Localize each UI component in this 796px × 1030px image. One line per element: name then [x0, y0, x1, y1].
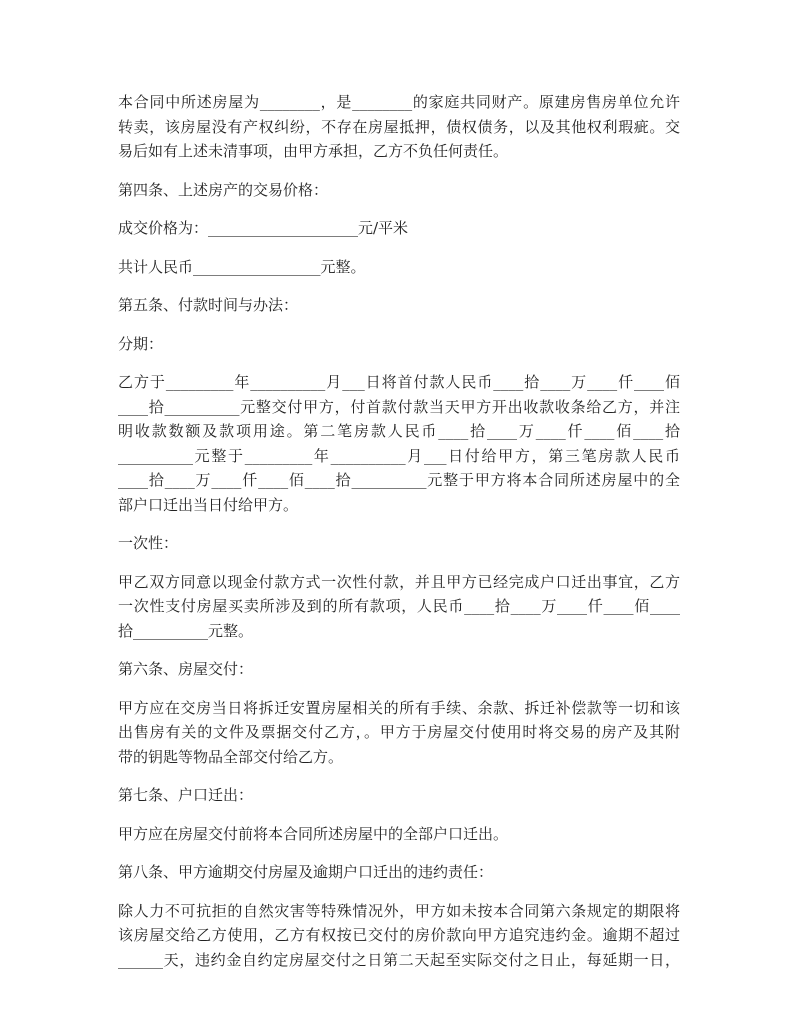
text-line: ______天，违约金自约定房屋交付之日第二天起至实际交付之日止，每延期一日， [118, 950, 680, 969]
paragraph-unit-price [118, 216, 680, 241]
text-line: 转卖，该房屋没有产权纠纷，不存在房屋抵押，债权债务，以及其他权利瑕疵。交 [118, 117, 680, 136]
text-line: 甲方应在交房当日将拆迁安置房屋相关的所有手续、余款、拆迁补偿款等一切和该 [118, 698, 680, 717]
text-line: 第五条、付款时间与办法： [118, 296, 299, 314]
section-heading-article-6 [118, 657, 680, 682]
text-line: 出售房有关的文件及票据交付乙方，。甲方于房屋交付使用时将交易的房产及其附 [118, 723, 680, 741]
text-line: 第七条、户口迁出： [118, 786, 254, 804]
paragraph-handover-terms [118, 696, 680, 770]
text-line: 易后如有上述未清事项，由甲方承担，乙方不负任何责任。 [118, 142, 509, 160]
text-line: 带的钥匙等物品全部交付给乙方。 [118, 747, 344, 766]
paragraph-lump-sum-terms [118, 570, 680, 644]
paragraph-breach-liability [118, 899, 680, 973]
text-line: 该房屋交给乙方使用，乙方有权按已交付的房价款向甲方追究违约金。逾期不超过 [118, 926, 680, 944]
text-line: 部户口迁出当日付给甲方。 [118, 495, 299, 514]
text-line: 甲乙双方同意以现金付款方式一次性付款，并且甲方已经完成户口迁出事宜，乙方 [118, 572, 680, 591]
text-line: 乙方于_________年__________月___日将首付款人民币____拾____万____仟____佰 [118, 373, 680, 391]
subheading-lump-sum [118, 531, 680, 556]
text-line: 除人力不可抗拒的自然灾害等特殊情况外，甲方如未按本合同第六条规定的期限将 [118, 901, 680, 920]
text-line: 拾__________元整。 [118, 621, 254, 640]
paragraph-property-ownership [118, 90, 680, 164]
paragraph-installment-terms [118, 370, 680, 517]
text-line: 本合同中所述房屋为________，是________的家庭共同财产。原建房售房单位允许 [118, 93, 680, 111]
text-line: 一次性支付房屋买卖所涉及到的所有款项，人民币____拾____万____仟____佰____ [118, 597, 680, 615]
section-heading-article-8 [118, 860, 680, 885]
text-line: 成交价格为：____________________元/平米 [118, 219, 409, 237]
text-line: 第八条、甲方逾期交付房屋及逾期户口迁出的违约责任： [118, 863, 494, 881]
contract-page [118, 90, 680, 986]
paragraph-household-registration [118, 822, 680, 847]
section-heading-article-4 [118, 178, 680, 203]
subheading-installments [118, 332, 680, 357]
paragraph-total-price [118, 255, 680, 280]
text-line: 共计人民币_________________元整。 [118, 257, 366, 276]
text-line: 明收款数额及款项用途。第二笔房款人民币____拾____万____仟____佰____拾 [118, 422, 680, 440]
text-line: ____拾__________元整交付甲方，付首款付款当天甲方开出收款收条给乙方，并注 [118, 397, 680, 416]
section-heading-article-7 [118, 783, 680, 808]
section-heading-article-5 [118, 293, 680, 318]
text-line: 第四条、上述房产的交易价格： [118, 180, 329, 199]
text-line: ____拾____万____仟____佰____拾__________元整于甲方将本合同所述房屋中的全 [118, 471, 680, 489]
text-line: 第六条、房屋交付： [118, 660, 254, 678]
text-line: __________元整于_________年__________月___日付给甲方，第三笔房款人民币 [118, 446, 680, 465]
text-line: 甲方应在房屋交付前将本合同所述房屋中的全部户口迁出。 [118, 824, 509, 843]
text-line: 一次性： [118, 534, 179, 552]
text-line: 分期： [118, 334, 164, 353]
